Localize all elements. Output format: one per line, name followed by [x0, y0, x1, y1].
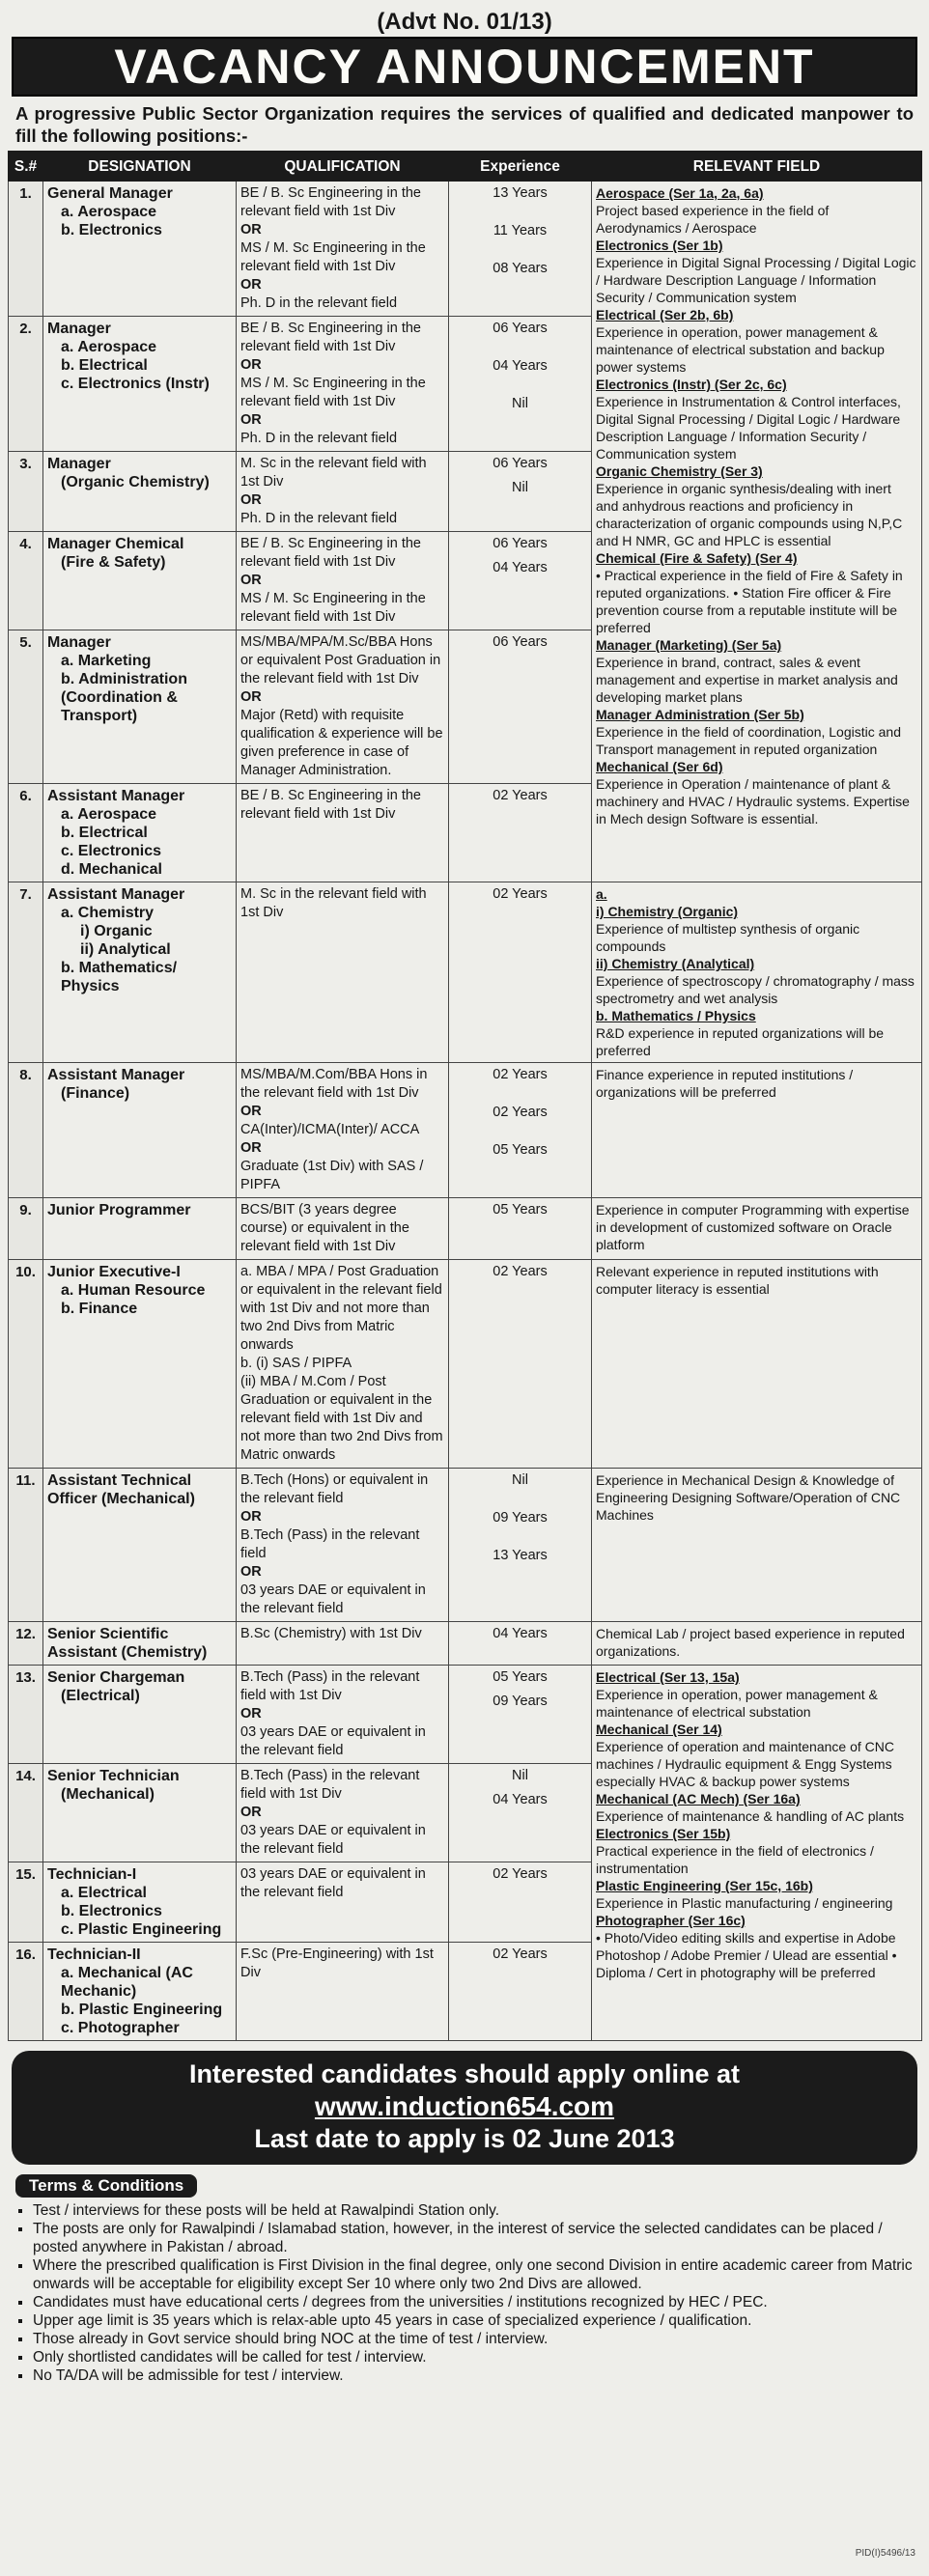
designation-line: Assistant Manager	[47, 1067, 185, 1083]
qualification-cell	[237, 317, 449, 452]
qualification-line: B.Tech (Pass) in the relevant field	[240, 1527, 420, 1561]
experience-value: 08 Years	[493, 261, 548, 276]
relevant-field-text: Practical experience in the field of electronics / instrumentation	[596, 1843, 874, 1876]
designation-cell	[43, 1622, 237, 1666]
experience-value: 09 Years	[493, 1510, 548, 1526]
table-row	[9, 1666, 922, 1764]
relevant-field-cell	[592, 1469, 922, 1622]
qualification-line: BE / B. Sc Engineering in the relevant field with 1st Div	[240, 185, 421, 219]
designation-line: Manager	[47, 456, 111, 472]
qualification-line: BE / B. Sc Engineering in the relevant field with 1st Div	[240, 321, 421, 354]
relevant-field-heading: Manager (Marketing) (Ser 5a)	[596, 637, 782, 653]
terms-item: ▪ Those already in Govt service should bring NOC at the time of test / interview.	[33, 2330, 914, 2348]
qualification-line: BE / B. Sc Engineering in the relevant field with 1st Div	[240, 788, 421, 822]
relevant-field-text: Chemical Lab / project based experience in reputed organizations.	[596, 1626, 905, 1659]
qualification-line: a. MBA / MPA / Post Graduation or equivalent in the relevant field with 1st Div and not more than two 2nd Divs from Matric onwards	[240, 1264, 442, 1353]
designation-line: c. Electronics (Instr)	[61, 376, 210, 392]
table-row	[9, 1469, 922, 1622]
qualification-line: F.Sc (Pre-Engineering) with 1st Div	[240, 1946, 434, 1980]
experience-cell	[449, 1469, 592, 1622]
serial-number: 2.	[9, 317, 43, 452]
table-row	[9, 1260, 922, 1469]
experience-value: 11 Years	[493, 223, 548, 238]
qualification-line: (ii) MBA / M.Com / Post Graduation or equivalent in the relevant field with 1st Div and not more than two 2nd Divs from Matric onwards	[240, 1374, 443, 1463]
designation-line: b. Plastic Engineering	[61, 2002, 223, 2018]
experience-cell	[449, 1764, 592, 1862]
intro-text: A progressive Public Sector Organization requires the services of qualified and dedicated manpower to fill the following positions:-	[15, 103, 914, 146]
serial-number: 14.	[9, 1764, 43, 1862]
relevant-field-text: Experience in computer Programming with expertise in development of customized software on Oracle platform	[596, 1202, 910, 1252]
qualification-line: Ph. D in the relevant field	[240, 431, 398, 446]
experience-value: 06 Years	[493, 456, 548, 471]
qualification-line: MS / M. Sc Engineering in the relevant field with 1st Div	[240, 240, 426, 274]
experience-value: Nil	[512, 1472, 528, 1488]
serial-number: 7.	[9, 882, 43, 1063]
ad-code: PID(I)5496/13	[855, 2548, 915, 2559]
designation-line: (Organic Chemistry)	[61, 474, 210, 490]
relevant-field-heading: Plastic Engineering (Ser 15c, 16b)	[596, 1878, 813, 1893]
terms-item: ▪ Where the prescribed qualification is First Division in the final degree, only one second Division in entire academic career from Matric onwards will be acceptable for eligibility except Ser 10 where only two 2nd Divs are allowed.	[33, 2256, 914, 2293]
qualification-cell	[237, 1622, 449, 1666]
designation-line: ii) Analytical	[80, 941, 171, 958]
qualification-line: M. Sc in the relevant field with 1st Div	[240, 456, 427, 490]
relevant-field-heading: Electrical (Ser 13, 15a)	[596, 1669, 740, 1685]
designation-cell	[43, 1764, 237, 1862]
experience-value: 04 Years	[493, 358, 548, 374]
relevant-field-text: Experience in brand, contract, sales & event management and expertise in market analysis and developing market plans	[596, 655, 898, 705]
designation-line: a. Aerospace	[61, 806, 157, 823]
qualification-cell	[237, 452, 449, 532]
designation-line: b. Electrical	[61, 357, 148, 374]
or-separator: OR	[240, 357, 262, 373]
designation-line: c. Photographer	[61, 2020, 180, 2036]
designation-line: c. Plastic Engineering	[61, 1921, 222, 1938]
designation-line: d. Mechanical	[61, 861, 162, 878]
advt-number: (Advt No. 01/13)	[377, 9, 552, 35]
designation-cell	[43, 630, 237, 784]
relevant-field-text: Experience in Plastic manufacturing / engineering	[596, 1895, 893, 1911]
experience-cell	[449, 784, 592, 882]
terms-item: ▪ Test / interviews for these posts will be held at Rawalpindi Station only.	[33, 2201, 914, 2220]
qualification-line: 03 years DAE or equivalent in the relevant field	[240, 1582, 426, 1616]
relevant-field-cell	[592, 882, 922, 1063]
designation-cell	[43, 1469, 237, 1622]
qualification-cell	[237, 1063, 449, 1198]
experience-value: 06 Years	[493, 321, 548, 336]
terms-item: ▪ No TA/DA will be admissible for test / interview.	[33, 2366, 914, 2385]
relevant-field-text: Relevant experience in reputed institutions with computer literacy is essential	[596, 1264, 879, 1297]
relevant-field-text: Experience of operation and maintenance of CNC machines / Hydraulic equipment & Engg Systems especially HVAC & backup power systems	[596, 1739, 894, 1789]
relevant-field-text: Experience in the field of coordination, Logistic and Transport management in reputed organization	[596, 724, 901, 757]
terms-list	[15, 2201, 914, 2385]
qualification-cell	[237, 1198, 449, 1260]
designation-cell	[43, 1862, 237, 1943]
experience-cell	[449, 1063, 592, 1198]
experience-value: 04 Years	[493, 1626, 548, 1641]
experience-value: 13 Years	[493, 1548, 548, 1563]
experience-value: 02 Years	[493, 886, 548, 902]
page-title: VACANCY ANNOUNCEMENT	[12, 37, 917, 97]
designation-cell	[43, 784, 237, 882]
designation-line: Senior Scientific Assistant (Chemistry)	[47, 1626, 208, 1661]
qualification-line: MS/MBA/MPA/M.Sc/BBA Hons or equivalent Post Graduation in the relevant field with 1st Div	[240, 634, 441, 686]
relevant-field-heading: Aerospace (Ser 1a, 2a, 6a)	[596, 185, 764, 201]
qualification-line: 03 years DAE or equivalent in the relevant field	[240, 1724, 426, 1758]
experience-cell	[449, 182, 592, 317]
qualification-line: b. (i) SAS / PIPFA	[240, 1356, 352, 1371]
relevant-field-heading: b. Mathematics / Physics	[596, 1008, 756, 1023]
vacancy-table-body	[9, 182, 922, 2041]
serial-number: 11.	[9, 1469, 43, 1622]
qualification-cell	[237, 630, 449, 784]
or-separator: OR	[240, 573, 262, 588]
qualification-cell	[237, 784, 449, 882]
qualification-line: Graduate (1st Div) with SAS / PIPFA	[240, 1159, 424, 1192]
relevant-field-heading: Electronics (Ser 15b)	[596, 1826, 731, 1841]
col-header-relevant-field: RELEVANT FIELD	[592, 152, 922, 182]
designation-line: b. Electronics	[61, 1903, 162, 1919]
serial-number: 16.	[9, 1943, 43, 2041]
serial-number: 9.	[9, 1198, 43, 1260]
designation-cell	[43, 1666, 237, 1764]
experience-value: 06 Years	[493, 634, 548, 650]
terms-heading: Terms & Conditions	[15, 2174, 197, 2198]
serial-number: 13.	[9, 1666, 43, 1764]
apply-instruction: Interested candidates should apply online at	[188, 2059, 741, 2088]
designation-line: i) Organic	[80, 923, 153, 939]
experience-value: 04 Years	[493, 1792, 548, 1807]
serial-number: 12.	[9, 1622, 43, 1666]
designation-cell	[43, 1198, 237, 1260]
col-header-sn: S.#	[9, 152, 43, 182]
designation-line: Assistant Manager	[47, 788, 185, 804]
serial-number: 4.	[9, 532, 43, 630]
designation-line: (Electrical)	[61, 1688, 140, 1704]
relevant-field-text: R&D experience in reputed organizations will be preferred	[596, 1025, 885, 1058]
designation-line: Senior Chargeman	[47, 1669, 185, 1686]
relevant-field-text: Experience in operation, power management & maintenance of electrical substation	[596, 1687, 878, 1720]
experience-value: 09 Years	[493, 1694, 548, 1709]
experience-value: 06 Years	[493, 536, 548, 551]
designation-line: Technician-I	[47, 1866, 137, 1883]
qualification-line: MS / M. Sc Engineering in the relevant field with 1st Div	[240, 376, 426, 409]
relevant-field-heading: Photographer (Ser 16c)	[596, 1913, 746, 1928]
designation-line: b. Electronics	[61, 222, 162, 238]
designation-line: (Mechanical)	[61, 1786, 155, 1803]
experience-value: 02 Years	[493, 1866, 548, 1882]
qualification-line: B.Tech (Pass) in the relevant field with 1st Div	[240, 1768, 420, 1802]
relevant-field-heading: i) Chemistry (Organic)	[596, 904, 739, 919]
relevant-field-text: • Practical experience in the field of Fire & Safety in reputed organizations. • Station Fire officer & Fire prevention course from a reputable institute will be preferred	[596, 568, 903, 635]
relevant-field-text: Finance experience in reputed institutions / organizations will be preferred	[596, 1067, 854, 1100]
experience-value: 04 Years	[493, 560, 548, 575]
col-header-designation: DESIGNATION	[43, 152, 237, 182]
relevant-field-heading: Mechanical (AC Mech) (Ser 16a)	[596, 1791, 801, 1806]
designation-cell	[43, 452, 237, 532]
relevant-field-text: Experience of maintenance & handling of AC plants	[596, 1808, 905, 1824]
serial-number: 1.	[9, 182, 43, 317]
table-row	[9, 182, 922, 317]
col-header-qualification: QUALIFICATION	[237, 152, 449, 182]
relevant-field-text: Experience in Digital Signal Processing / Digital Logic / Hardware Description Language / Information Security / Communication system	[596, 255, 916, 305]
designation-line: a. Chemistry	[61, 905, 155, 921]
designation-line: b. Administration (Coordination & Transport)	[61, 671, 187, 724]
serial-number: 8.	[9, 1063, 43, 1198]
table-header-row	[9, 152, 922, 182]
designation-line: b. Electrical	[61, 825, 148, 841]
table-row	[9, 882, 922, 1063]
or-separator: OR	[240, 689, 262, 705]
designation-cell	[43, 1943, 237, 2041]
relevant-field-heading: Organic Chemistry (Ser 3)	[596, 463, 763, 479]
qualification-cell	[237, 1469, 449, 1622]
experience-cell	[449, 452, 592, 532]
qualification-cell	[237, 882, 449, 1063]
or-separator: OR	[240, 1706, 262, 1722]
terms-item: ▪ Candidates must have educational certs / degrees from the universities / institutions recognized by HEC / PEC.	[33, 2293, 914, 2311]
designation-line: (Fire & Safety)	[61, 554, 166, 571]
experience-value: 13 Years	[493, 185, 548, 201]
designation-line: a. Electrical	[61, 1885, 147, 1901]
serial-number: 5.	[9, 630, 43, 784]
designation-line: Junior Programmer	[47, 1202, 191, 1218]
experience-cell	[449, 532, 592, 630]
or-separator: OR	[240, 1564, 262, 1580]
experience-cell	[449, 1943, 592, 2041]
qualification-line: MS/MBA/M.Com/BBA Hons in the relevant field with 1st Div	[240, 1067, 428, 1101]
relevant-field-heading: a.	[596, 886, 607, 902]
designation-cell	[43, 532, 237, 630]
or-separator: OR	[240, 1805, 262, 1820]
relevant-field-text: Experience in organic synthesis/dealing with inert and anhydrous reactions and proficiency in characterization of organic compounds using N,P,C and H NMR, GC and HPLC is essential	[596, 481, 903, 548]
table-row	[9, 1198, 922, 1260]
qualification-line: MS / M. Sc Engineering in the relevant field with 1st Div	[240, 591, 426, 625]
qualification-line: 03 years DAE or equivalent in the relevant field	[240, 1866, 426, 1900]
qualification-line: Major (Retd) with requisite qualification & experience will be given preference in case of Manager Administration.	[240, 708, 443, 778]
relevant-field-heading: Mechanical (Ser 14)	[596, 1722, 722, 1737]
qualification-line: BE / B. Sc Engineering in the relevant field with 1st Div	[240, 536, 421, 570]
qualification-cell	[237, 1666, 449, 1764]
relevant-field-heading: Manager Administration (Ser 5b)	[596, 707, 804, 722]
designation-line: a. Aerospace	[61, 339, 157, 355]
table-row	[9, 1063, 922, 1198]
experience-cell	[449, 1666, 592, 1764]
designation-line: Junior Executive-I	[47, 1264, 181, 1280]
or-separator: OR	[240, 1140, 262, 1156]
qualification-line: CA(Inter)/ICMA(Inter)/ ACCA	[240, 1122, 420, 1137]
designation-line: a. Mechanical (AC Mechanic)	[61, 1965, 193, 2000]
experience-cell	[449, 1862, 592, 1943]
designation-cell	[43, 182, 237, 317]
relevant-field-text: Experience of spectroscopy / chromatography / mass spectrometry and wet analysis	[596, 973, 915, 1006]
qualification-line: B.Tech (Pass) in the relevant field with 1st Div	[240, 1669, 420, 1703]
last-date: Last date to apply is 02 June 2013	[254, 2124, 675, 2153]
terms-item: ▪ Only shortlisted candidates will be called for test / interview.	[33, 2348, 914, 2366]
designation-line: Assistant Manager	[47, 886, 185, 903]
serial-number: 15.	[9, 1862, 43, 1943]
qualification-cell	[237, 1260, 449, 1469]
qualification-cell	[237, 1862, 449, 1943]
relevant-field-text: Project based experience in the field of Aerodynamics / Aerospace	[596, 203, 830, 236]
experience-cell	[449, 317, 592, 452]
experience-value: Nil	[512, 480, 528, 495]
or-separator: OR	[240, 1509, 262, 1525]
relevant-field-heading: ii) Chemistry (Analytical)	[596, 956, 755, 971]
experience-value: 05 Years	[493, 1669, 548, 1685]
experience-value: 05 Years	[493, 1142, 548, 1158]
qualification-line: Ph. D in the relevant field	[240, 295, 398, 311]
qualification-line: BCS/BIT (3 years degree course) or equivalent in the relevant field with 1st Div	[240, 1202, 409, 1254]
qualification-cell	[237, 182, 449, 317]
or-separator: OR	[240, 412, 262, 428]
qualification-cell	[237, 532, 449, 630]
designation-line: c. Electronics	[61, 843, 162, 859]
qualification-line: B.Tech (Hons) or equivalent in the relevant field	[240, 1472, 429, 1506]
qualification-line: Ph. D in the relevant field	[240, 511, 398, 526]
or-separator: OR	[240, 1104, 262, 1119]
experience-cell	[449, 630, 592, 784]
relevant-field-text: • Photo/Video editing skills and expertise in Adobe Photoshop / Adobe Premier / Ulead are essential • Diploma / Cert in photography will be preferred	[596, 1930, 897, 1980]
terms-item: ▪ Upper age limit is 35 years which is relax-able upto 45 years in case of specialized experience / qualification.	[33, 2311, 914, 2330]
table-row	[9, 1622, 922, 1666]
relevant-field-cell	[592, 1622, 922, 1666]
relevant-field-text: Experience in operation, power management & maintenance of electrical substation and backup power systems	[596, 324, 885, 375]
designation-cell	[43, 882, 237, 1063]
designation-line: Assistant Technical Officer (Mechanical)	[47, 1472, 195, 1507]
advertisement-page	[8, 8, 921, 2561]
relevant-field-heading: Electronics (Instr) (Ser 2c, 6c)	[596, 377, 787, 392]
serial-number: 6.	[9, 784, 43, 882]
designation-line: Technician-II	[47, 1946, 141, 1963]
or-separator: OR	[240, 222, 262, 238]
experience-cell	[449, 1260, 592, 1469]
experience-value: Nil	[512, 396, 528, 411]
experience-value: 02 Years	[493, 1067, 548, 1082]
qualification-cell	[237, 1764, 449, 1862]
experience-value: 05 Years	[493, 1202, 548, 1218]
designation-line: Manager	[47, 321, 111, 337]
experience-value: 02 Years	[493, 1105, 548, 1120]
serial-number: 10.	[9, 1260, 43, 1469]
vacancy-table	[8, 151, 922, 2041]
designation-line: Senior Technician	[47, 1768, 180, 1784]
experience-cell	[449, 1198, 592, 1260]
experience-cell	[449, 1622, 592, 1666]
designation-cell	[43, 1260, 237, 1469]
relevant-field-cell	[592, 182, 922, 882]
designation-cell	[43, 317, 237, 452]
experience-cell	[449, 882, 592, 1063]
or-separator: OR	[240, 492, 262, 508]
experience-value: 02 Years	[493, 788, 548, 803]
designation-line: General Manager	[47, 185, 173, 202]
relevant-field-cell	[592, 1198, 922, 1260]
qualification-line: M. Sc in the relevant field with 1st Div	[240, 886, 427, 920]
designation-line: (Finance)	[61, 1085, 130, 1102]
relevant-field-heading: Chemical (Fire & Safety) (Ser 4)	[596, 550, 798, 566]
relevant-field-heading: Electronics (Ser 1b)	[596, 238, 723, 253]
relevant-field-cell	[592, 1666, 922, 2041]
terms-item: ▪ The posts are only for Rawalpindi / Islamabad station, however, in the interest of service the selected candidates can be placed / posted anywhere in Pakistan / abroad.	[33, 2220, 914, 2256]
apply-banner	[12, 2051, 917, 2165]
experience-value: 02 Years	[493, 1264, 548, 1279]
designation-cell	[43, 1063, 237, 1198]
serial-number: 3.	[9, 452, 43, 532]
experience-value: Nil	[512, 1768, 528, 1783]
designation-line: a. Human Resource	[61, 1282, 206, 1299]
qualification-line: B.Sc (Chemistry) with 1st Div	[240, 1626, 422, 1641]
apply-url-link[interactable]: www.induction654.com	[314, 2091, 615, 2121]
designation-line: a. Marketing	[61, 653, 152, 669]
col-header-experience: Experience	[449, 152, 592, 182]
terms-section	[15, 2174, 914, 2385]
relevant-field-heading: Electrical (Ser 2b, 6b)	[596, 307, 734, 322]
relevant-field-cell	[592, 1063, 922, 1198]
relevant-field-text: Experience of multistep synthesis of organic compounds	[596, 921, 860, 954]
relevant-field-cell	[592, 1260, 922, 1469]
relevant-field-text: Experience in Instrumentation & Control interfaces, Digital Signal Processing / Digital Logic / Hardware Description Language / Information Security / Communication system	[596, 394, 901, 462]
qualification-line: 03 years DAE or equivalent in the relevant field	[240, 1823, 426, 1857]
or-separator: OR	[240, 277, 262, 293]
relevant-field-text: Experience in Operation / maintenance of plant & machinery and HVAC / Hydraulic systems. Expertise in Mech design Software is essential.	[596, 776, 910, 826]
experience-value: 02 Years	[493, 1946, 548, 1962]
designation-line: b. Finance	[61, 1301, 138, 1317]
designation-line: a. Aerospace	[61, 204, 157, 220]
qualification-cell	[237, 1943, 449, 2041]
designation-line: b. Mathematics/ Physics	[61, 960, 178, 994]
designation-line: Manager	[47, 634, 111, 651]
relevant-field-text: Experience in Mechanical Design & Knowledge of Engineering Designing Software/Operation of CNC Machines	[596, 1472, 901, 1523]
relevant-field-heading: Mechanical (Ser 6d)	[596, 759, 723, 774]
designation-line: Manager Chemical	[47, 536, 184, 552]
